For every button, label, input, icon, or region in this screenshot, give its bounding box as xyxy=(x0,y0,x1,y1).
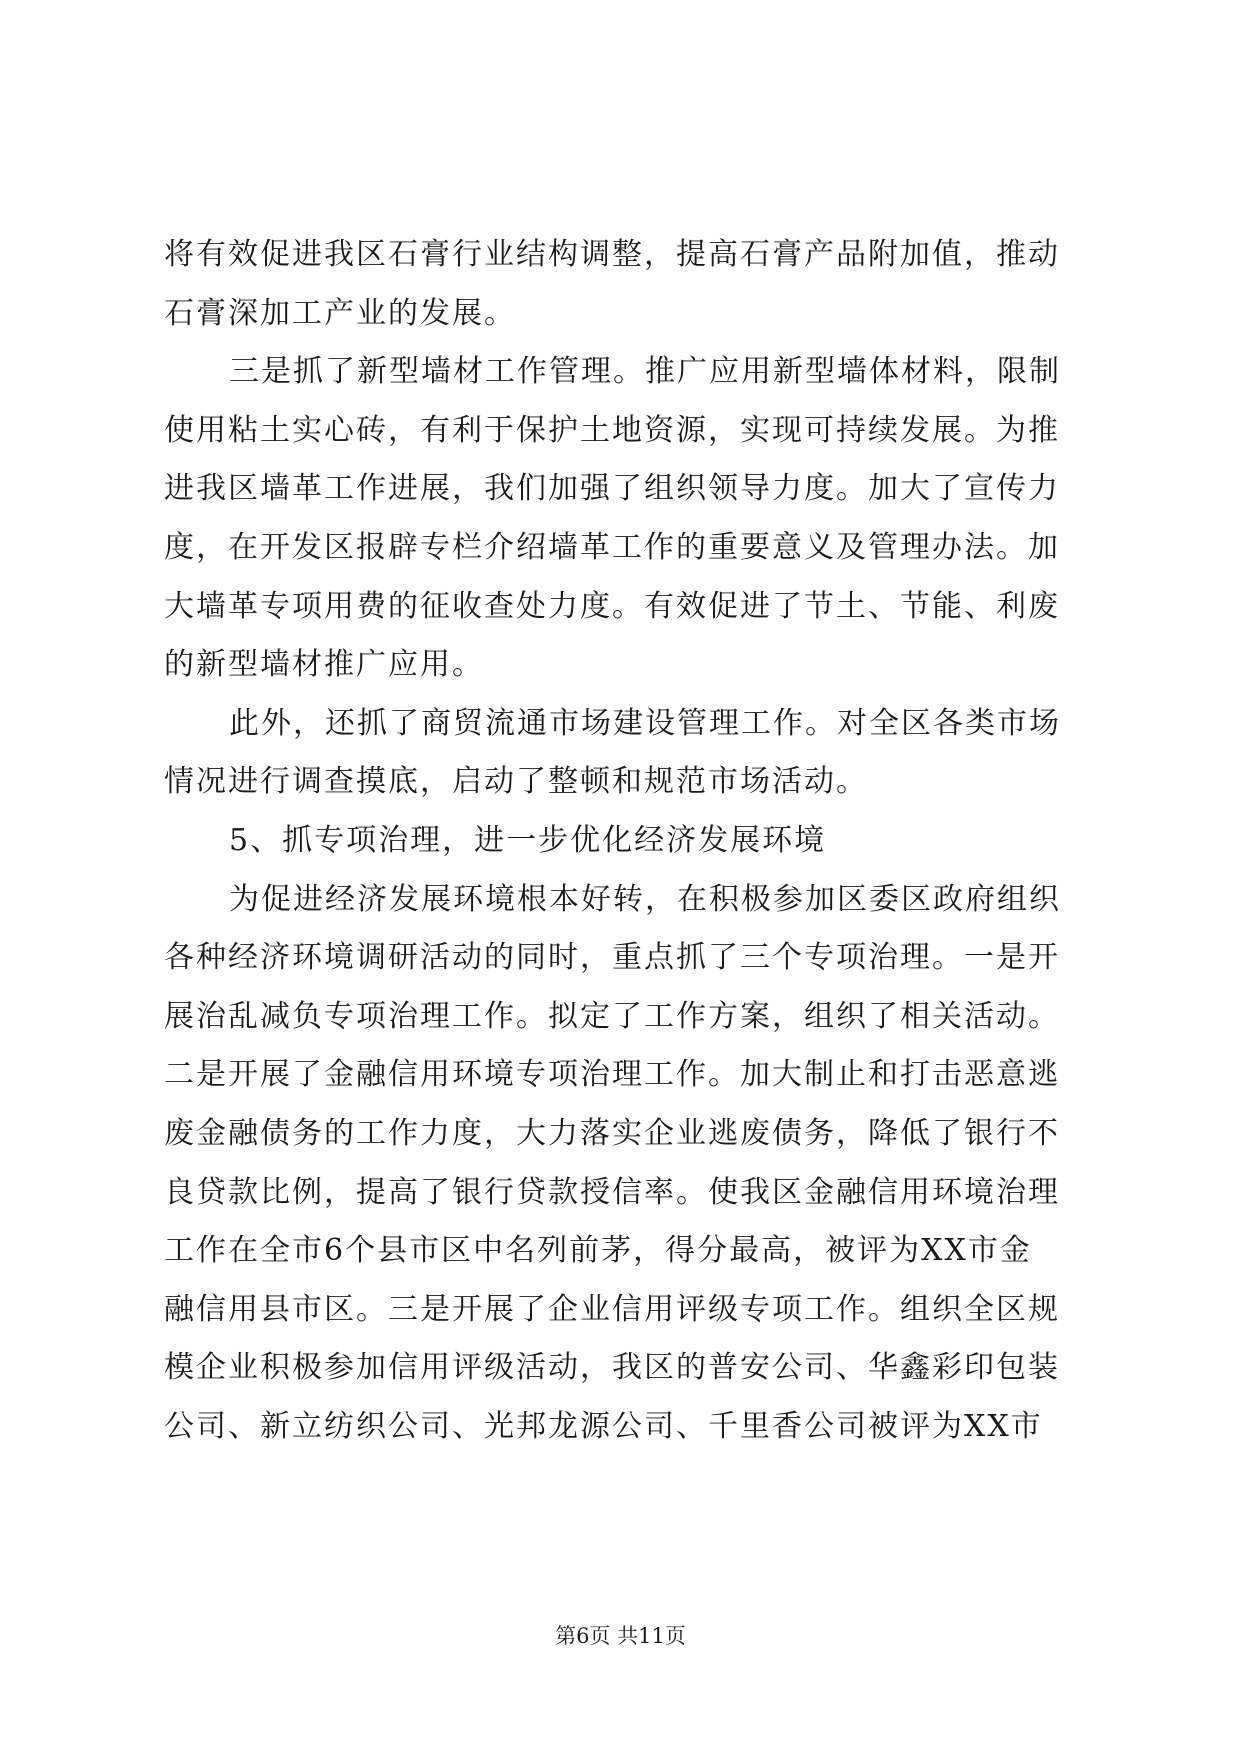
paragraph-start-line: 此外，还抓了商贸流通市场建设管理工作。对全区各类市场 xyxy=(229,705,1061,741)
text-line: 使用粘土实心砖，有利于保护土地资源，实现可持续发展。为推 xyxy=(164,412,1060,448)
document-body xyxy=(164,226,1082,1456)
text-line: 各种经济环境调研活动的同时，重点抓了三个专项治理。一是开 xyxy=(164,940,1060,976)
text-line: 大墙革专项用费的征收查处力度。有效促进了节土、节能、利废 xyxy=(164,588,1060,624)
text-line: 情况进行调查摸底，启动了整顿和规范市场活动。 xyxy=(164,764,868,800)
text-line: 良贷款比例，提高了银行贷款授信率。使我区金融信用环境治理 xyxy=(164,1174,1060,1210)
section-heading: 5、抓专项治理，进一步优化经济发展环境 xyxy=(229,822,827,858)
text-line: 二是开展了金融信用环境专项治理工作。加大制止和打击恶意逃 xyxy=(164,1057,1060,1093)
page-number-footer: 第6页 共11页 xyxy=(555,1624,686,1648)
text-line: 模企业积极参加信用评级活动，我区的普安公司、华鑫彩印包装 xyxy=(164,1350,1060,1386)
text-line: 废金融债务的工作力度，大力落实企业逃废债务，降低了银行不 xyxy=(164,1115,1060,1151)
text-line: 进我区墙革工作进展，我们加强了组织领导力度。加大了宣传力 xyxy=(164,471,1060,507)
text-line: 的新型墙材推广应用。 xyxy=(164,647,484,683)
text-line: 将有效促进我区石膏行业结构调整，提高石膏产品附加值，推动 xyxy=(164,237,1060,272)
text-line: 石膏深加工产业的发展。 xyxy=(164,295,516,331)
text-line: 融信用县市区。三是开展了企业信用评级专项工作。组织全区规 xyxy=(164,1291,1060,1327)
text-line: 展治乱减负专项治理工作。拟定了工作方案，组织了相关活动。 xyxy=(164,998,1060,1034)
paragraph-start-line: 三是抓了新型墙材工作管理。推广应用新型墙体材料，限制 xyxy=(229,354,1061,390)
paragraph-start-line: 为促进经济发展环境根本好转，在积极参加区委区政府组织 xyxy=(229,881,1061,917)
text-line: 工作在全市6个县市区中名列前茅，得分最高，被评为XX市金 xyxy=(164,1233,1032,1269)
text-line: 公司、新立纺织公司、光邦龙源公司、千里香公司被评为XX市 xyxy=(164,1408,1043,1444)
text-line: 度，在开发区报辟专栏介绍墙革工作的重要意义及管理办法。加 xyxy=(164,529,1060,565)
